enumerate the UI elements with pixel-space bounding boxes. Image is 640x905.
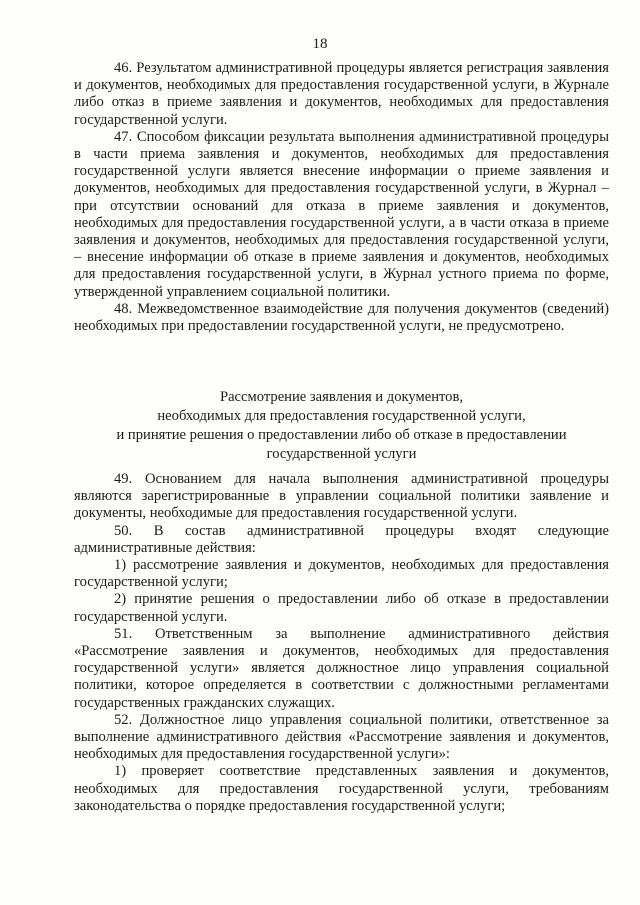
- paragraph-50: 50. В состав административной процедуры входят следующие административные действия:: [74, 522, 609, 556]
- paragraph-51: 51. Ответственным за выполнение административного действия «Рассмотрение заявления и документов, необходимых для предоставления государственной услуги» является должностное лицо управления социальной политики, которое определяется в соответствии с должностными регламентами государственных гражданских служащих.: [74, 625, 609, 711]
- paragraph-52-item-1: 1) проверяет соответствие представленных заявления и документов, необходимых для предоставления государственной услуги, требованиям законодательства о порядке предоставления государственной услуги;: [74, 763, 609, 814]
- section-heading: Рассмотрение заявления и документов, необходимых для предоставления государственной услуги, и принятие решения о предоставлении либо об отказе в предоставлении государственной услуги: [116, 389, 567, 462]
- paragraph-49: 49. Основанием для начала выполнения административной процедуры являются зарегистрированные в управлении социальной политики заявление и документы, необходимые для предоставления государственной услуги.: [74, 471, 609, 522]
- paragraph-47: 47. Способом фиксации результата выполнения административной процедуры в части приема заявления и документов, необходимых для предоставления государственной услуги является внесение информации о приеме заявления и документов, необходимых для предоставления государственной услуги, в Журнал – при отсутствии оснований для отказа в приеме заявления и документов, необходимых для предоставления государственной услуги, а в части отказа в приеме заявления и документов, необходимых для предоставления государственной услуги, – внесение информации об отказе в приеме заявления и документов, необходимых для предоставления государственной услуги, в Журнал устного приема по форме, утвержденной управлением социальной политики.: [74, 128, 609, 300]
- paragraph-50-item-1: 1) рассмотрение заявления и документов, необходимых для предоставления государственной услуги;: [74, 557, 609, 591]
- paragraph-48: 48. Межведомственное взаимодействие для получения документов (сведений) необходимых при предоставлении государственной услуги, не предусмотрено.: [74, 300, 609, 335]
- paragraph-50-item-2: 2) принятие решения о предоставлении либо об отказе в предоставлении государственной услуги.: [74, 591, 609, 625]
- section-top: [74, 60, 609, 335]
- page-number: 18: [312, 36, 328, 52]
- paragraph-52: 52. Должностное лицо управления социальной политики, ответственное за выполнение административного действия «Рассмотрение заявления и документов, необходимых для предоставления государственной услуги»:: [74, 711, 609, 763]
- paragraph-46: 46. Результатом административной процедуры является регистрация заявления и документов, необходимых для предоставления государственной услуги, в Журнале либо отказ в приеме заявления и документов, необходимых для предоставления государственной услуги.: [74, 60, 609, 128]
- section-bottom: [74, 471, 609, 815]
